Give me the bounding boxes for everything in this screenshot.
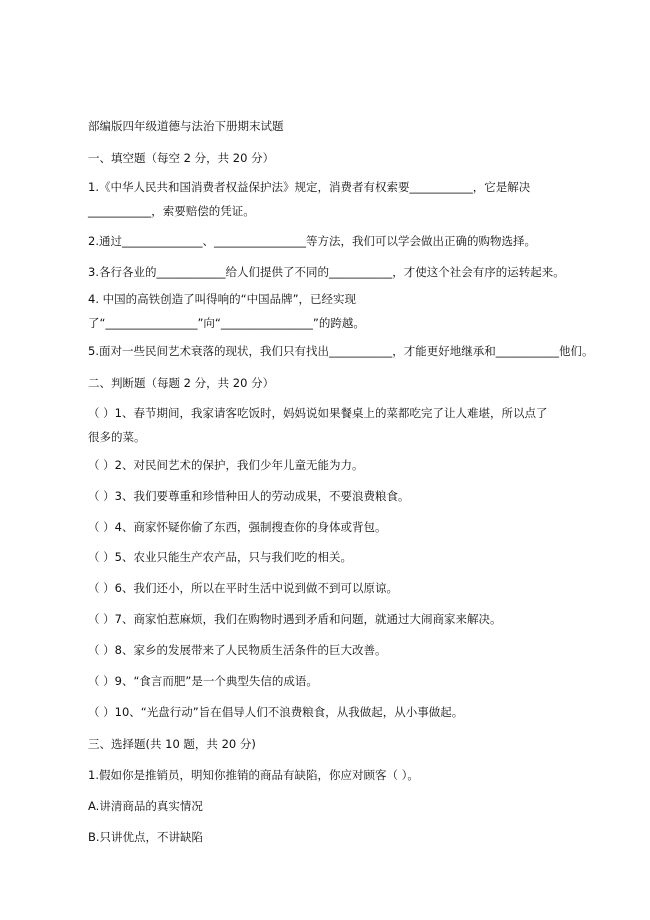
true-false-item-9: （ ）9、“食言而肥”是一个典型失信的成语。 — [88, 674, 318, 688]
fill-blank-question-2: 2.通过______________、________________等方法，我们可以学会做出正确的购物选择。 — [88, 234, 536, 248]
section-heading-fill-blank: 一、填空题（每空 2 分，共 20 分） — [88, 151, 275, 165]
fill-blank-question-1: 1.《中华人民共和国消费者权益保护法》规定，消费者有权索要___________，它是解决___________，索要赔偿的凭证。 — [88, 180, 531, 218]
true-false-item-5: （ ）5、农业只能生产农产品，只与我们吃的相关。 — [88, 550, 352, 564]
fill-blank-question-3: 3.各行各业的____________给人们提供了不同的___________，才使这个社会有序的运转起来。 — [88, 265, 565, 279]
choice-option-a: A.讲清商品的真实情况 — [88, 799, 203, 813]
document-title: 部编版四年级道德与法治下册期末试题 — [88, 119, 284, 133]
section-heading-multiple-choice: 三、选择题(共 10 题，共 20 分) — [88, 737, 256, 751]
fill-blank-question-5: 5.面对一些民间艺术衰落的现状，我们只有找出___________，才能更好地继承和___________他们。 — [88, 344, 594, 358]
true-false-item-6: （ ）6、我们还小，所以在平时生活中说到做不到可以原谅。 — [88, 581, 398, 595]
section-heading-true-false: 二、判断题（每题 2 分，共 20 分） — [88, 376, 275, 390]
true-false-item-2: （ ）2、对民间艺术的保护，我们少年儿童无能为力。 — [88, 458, 364, 472]
true-false-item-4: （ ）4、商家怀疑你偷了东西，强制搜查你的身体或背包。 — [88, 520, 387, 534]
fill-blank-question-4: 4. 中国的高铁创造了叫得响的“中国品牌”，已经实现了“________________”向“________________”的跨越。 — [88, 292, 365, 330]
true-false-item-1: （ ）1、春节期间，我家请客吃饭时，妈妈说如果餐桌上的菜都吃完了让人难堪，所以点了很多的菜。 — [88, 406, 548, 444]
true-false-item-10: （ ）10、“光盘行动”旨在倡导人们不浪费粮食，从我做起，从小事做起。 — [88, 705, 464, 719]
true-false-item-8: （ ）8、家乡的发展带来了人民物质生活条件的巨大改善。 — [88, 643, 387, 657]
choice-option-b: B.只讲优点，不讲缺陷 — [88, 830, 204, 844]
true-false-item-3: （ ）3、我们要尊重和珍惜种田人的劳动成果，不要浪费粮食。 — [88, 489, 410, 503]
choice-question-1: 1.假如你是推销员，明知你推销的商品有缺陷，你应对顾客（ ）。 — [88, 768, 419, 782]
true-false-item-7: （ ）7、商家怕惹麻烦，我们在购物时遇到矛盾和问题，就通过大闹商家来解决。 — [88, 612, 502, 626]
